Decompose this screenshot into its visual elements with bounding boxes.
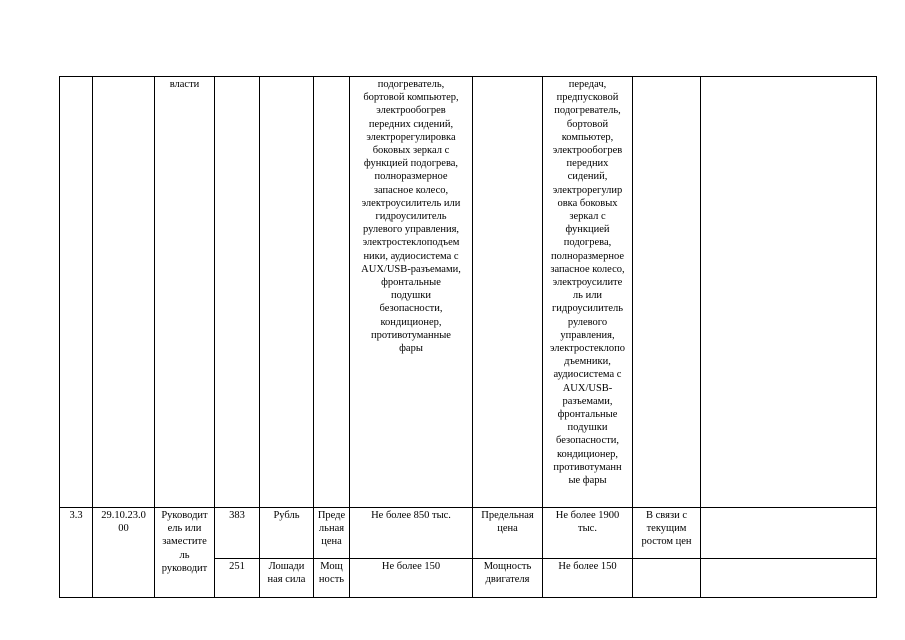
cell-extra-price [701,508,877,559]
cell-reason [633,77,701,508]
cell-characteristic-power: Мощ ность [314,559,350,598]
cell-value-power-b: Не более 150 [543,559,633,598]
cell-value-price: Не более 850 тыс. [350,508,473,559]
table-row-continuation [60,77,877,508]
cell-characteristic-b [473,77,543,508]
cell-extra [701,77,877,508]
cell-code-power: 251 [215,559,260,598]
cell-value-equipment: подогреватель, бортовой компьютер, электрообогрев передних сидений, электрорегулировка боковых зеркал с функцией подогрева, полноразмерное запасное колесо, электроусилитель или гидроусилитель рулевого управления, электростеклоподъем ники, аудиосистема с AUX/USB-разъемами, фронтальные подушки безопасности, кондиционер, противотуманные фары [350,77,473,508]
cell-date [93,77,155,508]
cell-position: власти [155,77,215,508]
cell-code-price: 383 [215,508,260,559]
cell-unit-power: Лошади ная сила [260,559,314,598]
cell-code [215,77,260,508]
cell-row-date: 29.10.23.0 00 [93,508,155,598]
cell-characteristic-price-b: Предельная цена [473,508,543,559]
cell-number [60,77,93,508]
cell-characteristic-price: Преде льная цена [314,508,350,559]
cell-row-number: 3.3 [60,508,93,598]
table-row-3-3-price [60,508,877,559]
cell-reason-power [633,559,701,598]
cell-characteristic-power-b: Мощность двигателя [473,559,543,598]
cell-characteristic [314,77,350,508]
cell-value-power: Не более 150 [350,559,473,598]
cell-value-price-b: Не более 1900 тыс. [543,508,633,559]
cell-unit [260,77,314,508]
procurement-requirements-table [59,76,877,598]
cell-unit-price: Рубль [260,508,314,559]
cell-reason-price: В связи с текущим ростом цен [633,508,701,559]
cell-extra-power [701,559,877,598]
cell-value-equipment-b: передач, предпусковой подогреватель, бортовой компьютер, электрообогрев передних сидений, электрорегулир овка боковых зеркал с функцией подогрева, полноразмерное запасное колесо, электроусилите ль или гидроусилитель рулевого управления, электростеклопо дъемники, аудиосистема с AUX/USB- разъемами, фронтальные подушки безопасности, кондиционер, противотуманн ые фары [543,77,633,508]
cell-row-position: Руководит ель или заместите ль руководит [155,508,215,598]
